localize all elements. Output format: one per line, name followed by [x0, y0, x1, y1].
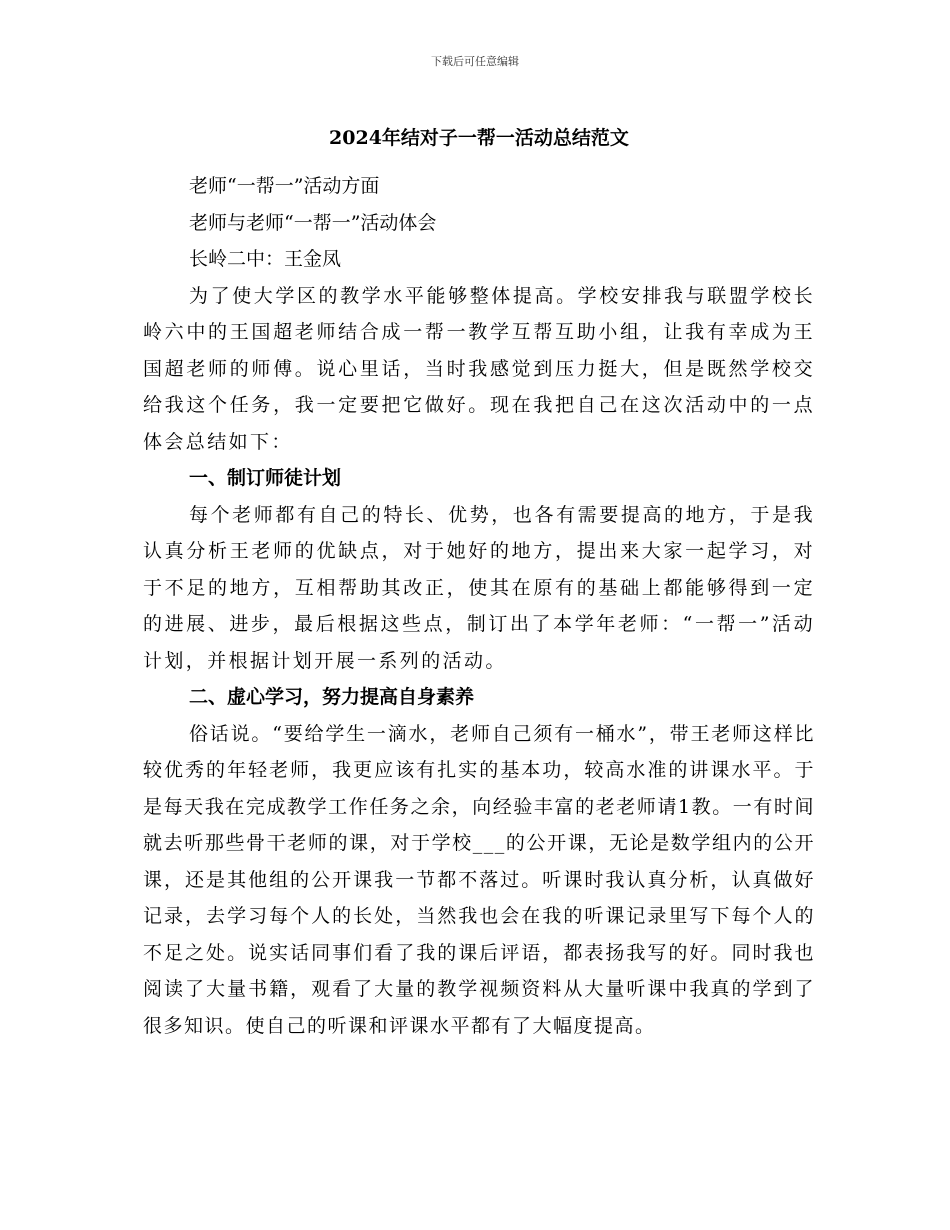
section-heading-learning: 二、虚心学习，努力提高自身素养 [189, 686, 475, 708]
intro-line-topic: 老师“一帮一”活动方面 [189, 175, 380, 197]
paragraph-plan: 每个老师都有自己的特长、优势，也各有需要提高的地方，于是我认真分析王老师的优缺点，对于她好的地方，提出来大家一起学习，对于不足的地方，互相帮助其改正，使其在原有的基础上都能够得到一定的进展、进步，最后根据这些点，制订出了本学年老师：“一帮一”活动计划，并根据计划开展一系列的活动。 [143, 503, 815, 672]
intro-line-subtitle: 老师与老师“一帮一”活动体会 [189, 211, 437, 234]
document-body [143, 125, 815, 1044]
document-title: 2024年结对子一帮一活动总结范文 [329, 127, 629, 149]
page-header-note: 下载后可任意编辑 [431, 55, 519, 68]
intro-line-author: 长岭二中：王金凤 [189, 248, 342, 270]
section-heading-plan: 一、制订师徒计划 [189, 467, 342, 489]
paragraph-learning: 俗话说。“要给学生一滴水，老师自己须有一桶水”，带王老师这样比较优秀的年轻老师，我更应该有扎实的基本功，较高水准的讲课水平。于是每天我在完成教学工作任务之余，向经验丰富的老老师请1教。一有时间就去听那些骨干老师的课，对于学校___的公开课，无论是数学组内的公开课，还是其他组的公开课我一节都不落过。听课时我认真分析，认真做好记录，去学习每个人的长处，当然我也会在我的听课记录里写下每个人的不足之处。说实话同事们看了我的课后评语，都表扬我写的好。同时我也阅读了大量书籍，观看了大量的教学视频资料从大量听课中我真的学到了很多知识。使自己的听课和评课水平都有了大幅度提高。 [143, 722, 815, 1037]
paragraph-intro: 为了使大学区的教学水平能够整体提高。学校安排我与联盟学校长岭六中的王国超老师结合成一帮一教学互帮互助小组，让我有幸成为王国超老师的师傅。说心里话，当时我感觉到压力挺大，但是既然学校交给我这个任务，我一定要把它做好。现在我把自己在这次活动中的一点体会总结如下： [143, 284, 815, 453]
